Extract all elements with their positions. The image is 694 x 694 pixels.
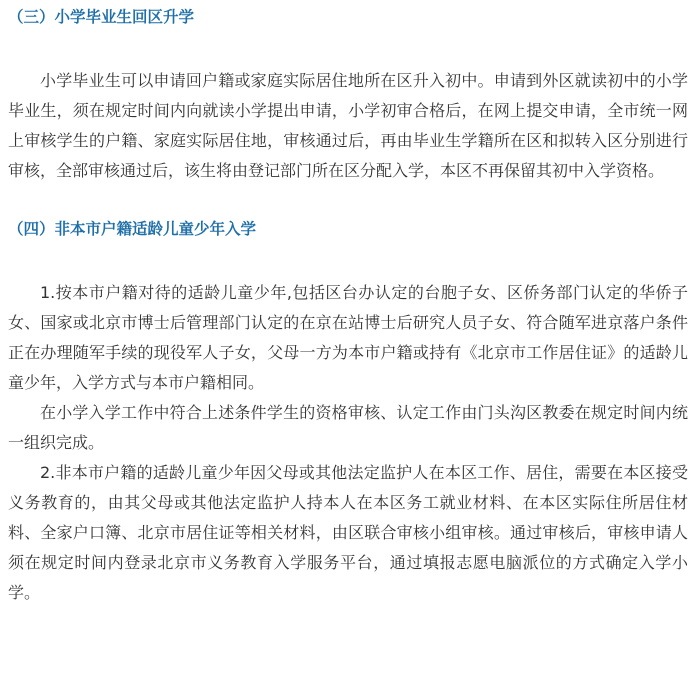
- section-3-paragraph: 小学毕业生可以申请回户籍或家庭实际居住地所在区升入初中。申请到外区就读初中的小学毕业生，须在规定时间内向就读小学提出申请，小学初审合格后，在网上提交申请，全市统一网上审核学生的户籍、家庭实际居住地，审核通过后，再由毕业生学籍所在区和拟转入区分别进行审核，全部审核通过后，该生将由登记部门所在区分配入学，本区不再保留其初中入学资格。: [8, 71, 688, 180]
- section-heading-4: （四）非本市户籍适龄儿童少年入学: [8, 220, 257, 238]
- section-heading-3: （三）小学毕业生回区升学: [8, 8, 195, 26]
- section-4-paragraph-1: 1.按本市户籍对待的适龄儿童少年,包括区台办认定的台胞子女、区侨务部门认定的华侨子女、国家或北京市博士后管理部门认定的在京在站博士后研究人员子女、符合随军进京落户条件正在办理随军手续的现役军人子女，父母一方为本市户籍或持有《北京市工作居住证》的适龄儿童少年，入学方式与本市户籍相同。: [8, 283, 688, 392]
- section-4-paragraph-2: 在小学入学工作中符合上述条件学生的资格审核、认定工作由门头沟区教委在规定时间内统一组织完成。: [8, 403, 688, 452]
- section-4-paragraph-3: 2.非本市户籍的适龄儿童少年因父母或其他法定监护人在本区工作、居住，需要在本区接受义务教育的，由其父母或其他法定监护人持本人在本区务工就业材料、在本区实际住所居住材料、全家户口簿、北京市居住证等相关材料，由区联合审核小组审核。通过审核后，审核申请人须在规定时间内登录北京市义务教育入学服务平台，通过填报志愿电脑派位的方式确定入学小学。: [8, 463, 688, 602]
